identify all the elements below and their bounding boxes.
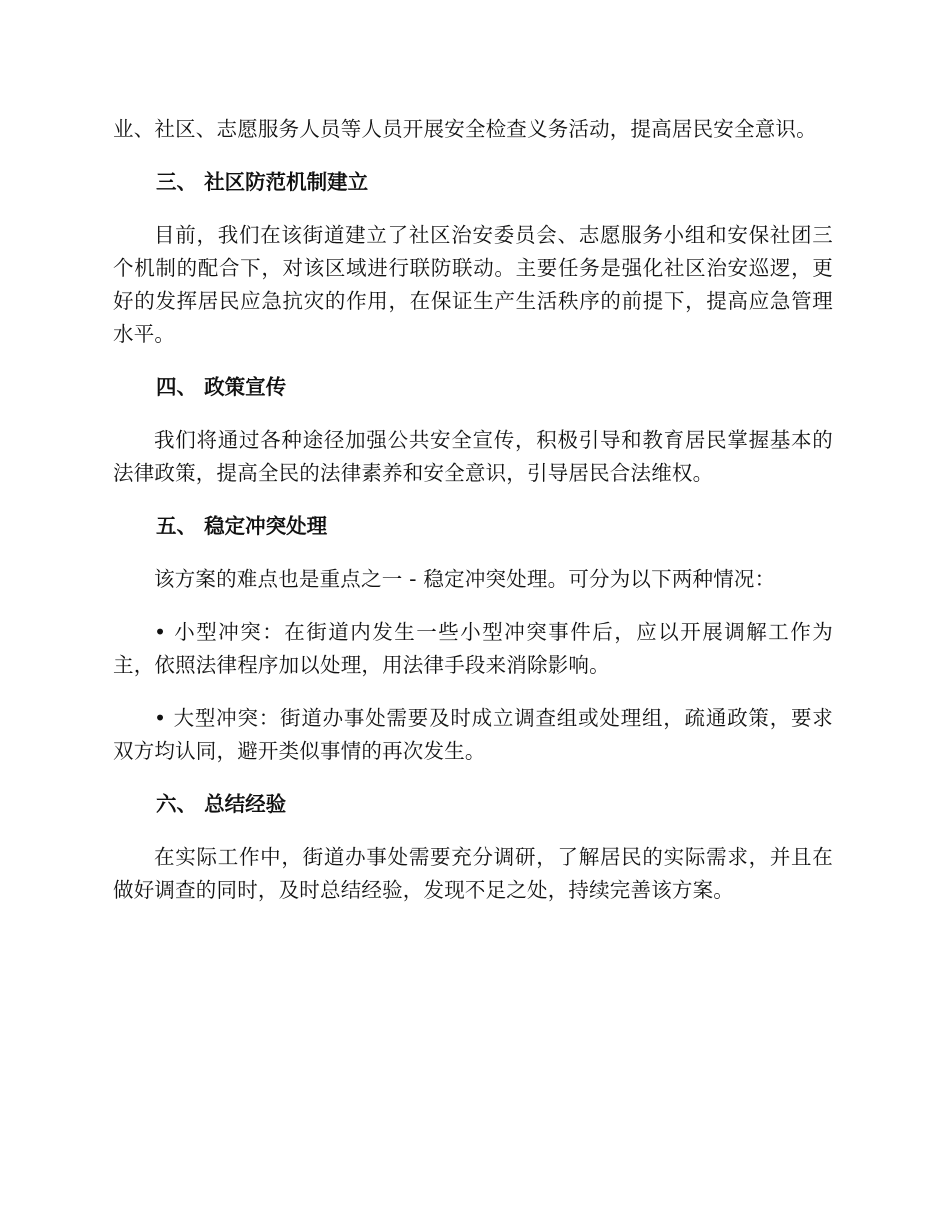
section-5-bullet-large-conflict: • 大型冲突：街道办事处需要及时成立调查组或处理组，疏通政策，要求双方均认同，避开类似事情的再次发生。 xyxy=(113,706,833,763)
document-body xyxy=(113,113,833,907)
section-6-paragraph-1: 在实际工作中，街道办事处需要充分调研，了解居民的实际需求，并且在做好调查的同时，及时总结经验，发现不足之处，持续完善该方案。 xyxy=(113,845,833,902)
spacer xyxy=(113,199,833,219)
section-heading-4: 四、 政策宣传 xyxy=(156,375,287,399)
section-5-bullet-small-conflict: • 小型冲突：在街道内发生一些小型冲突事件后，应以开展调解工作为主，依照法律程序加以处理，用法律手段来消除影响。 xyxy=(113,620,833,677)
section-heading-6: 六、 总结经验 xyxy=(156,792,287,816)
spacer xyxy=(113,351,833,371)
spacer xyxy=(113,543,833,563)
section-heading-3: 三、 社区防范机制建立 xyxy=(156,170,369,194)
spacer xyxy=(113,404,833,424)
spacer xyxy=(113,596,833,616)
section-4-paragraph-1: 我们将通过各种途径加强公共安全宣传，积极引导和教育居民掌握基本的法律政策，提高全民的法律素养和安全意识，引导居民合法维权。 xyxy=(113,428,833,485)
spacer xyxy=(113,682,833,702)
spacer xyxy=(113,768,833,788)
spacer xyxy=(113,490,833,510)
spacer xyxy=(113,146,833,166)
section-5-paragraph-1: 该方案的难点也是重点之一 - 稳定冲突处理。可分为以下两种情况： xyxy=(154,567,776,591)
section-3-paragraph-1: 目前，我们在该街道建立了社区治安委员会、志愿服务小组和安保社团三个机制的配合下，对该区域进行联防联动。主要任务是强化社区治安巡逻，更好的发挥居民应急抗灾的作用，在保证生产生活秩序的前提下，提高应急管理水平。 xyxy=(113,223,833,346)
spacer xyxy=(113,821,833,841)
intro-continuation-paragraph: 业、社区、志愿服务人员等人员开展安全检查义务活动，提高居民安全意识。 xyxy=(113,117,817,141)
section-heading-5: 五、 稳定冲突处理 xyxy=(156,514,328,538)
